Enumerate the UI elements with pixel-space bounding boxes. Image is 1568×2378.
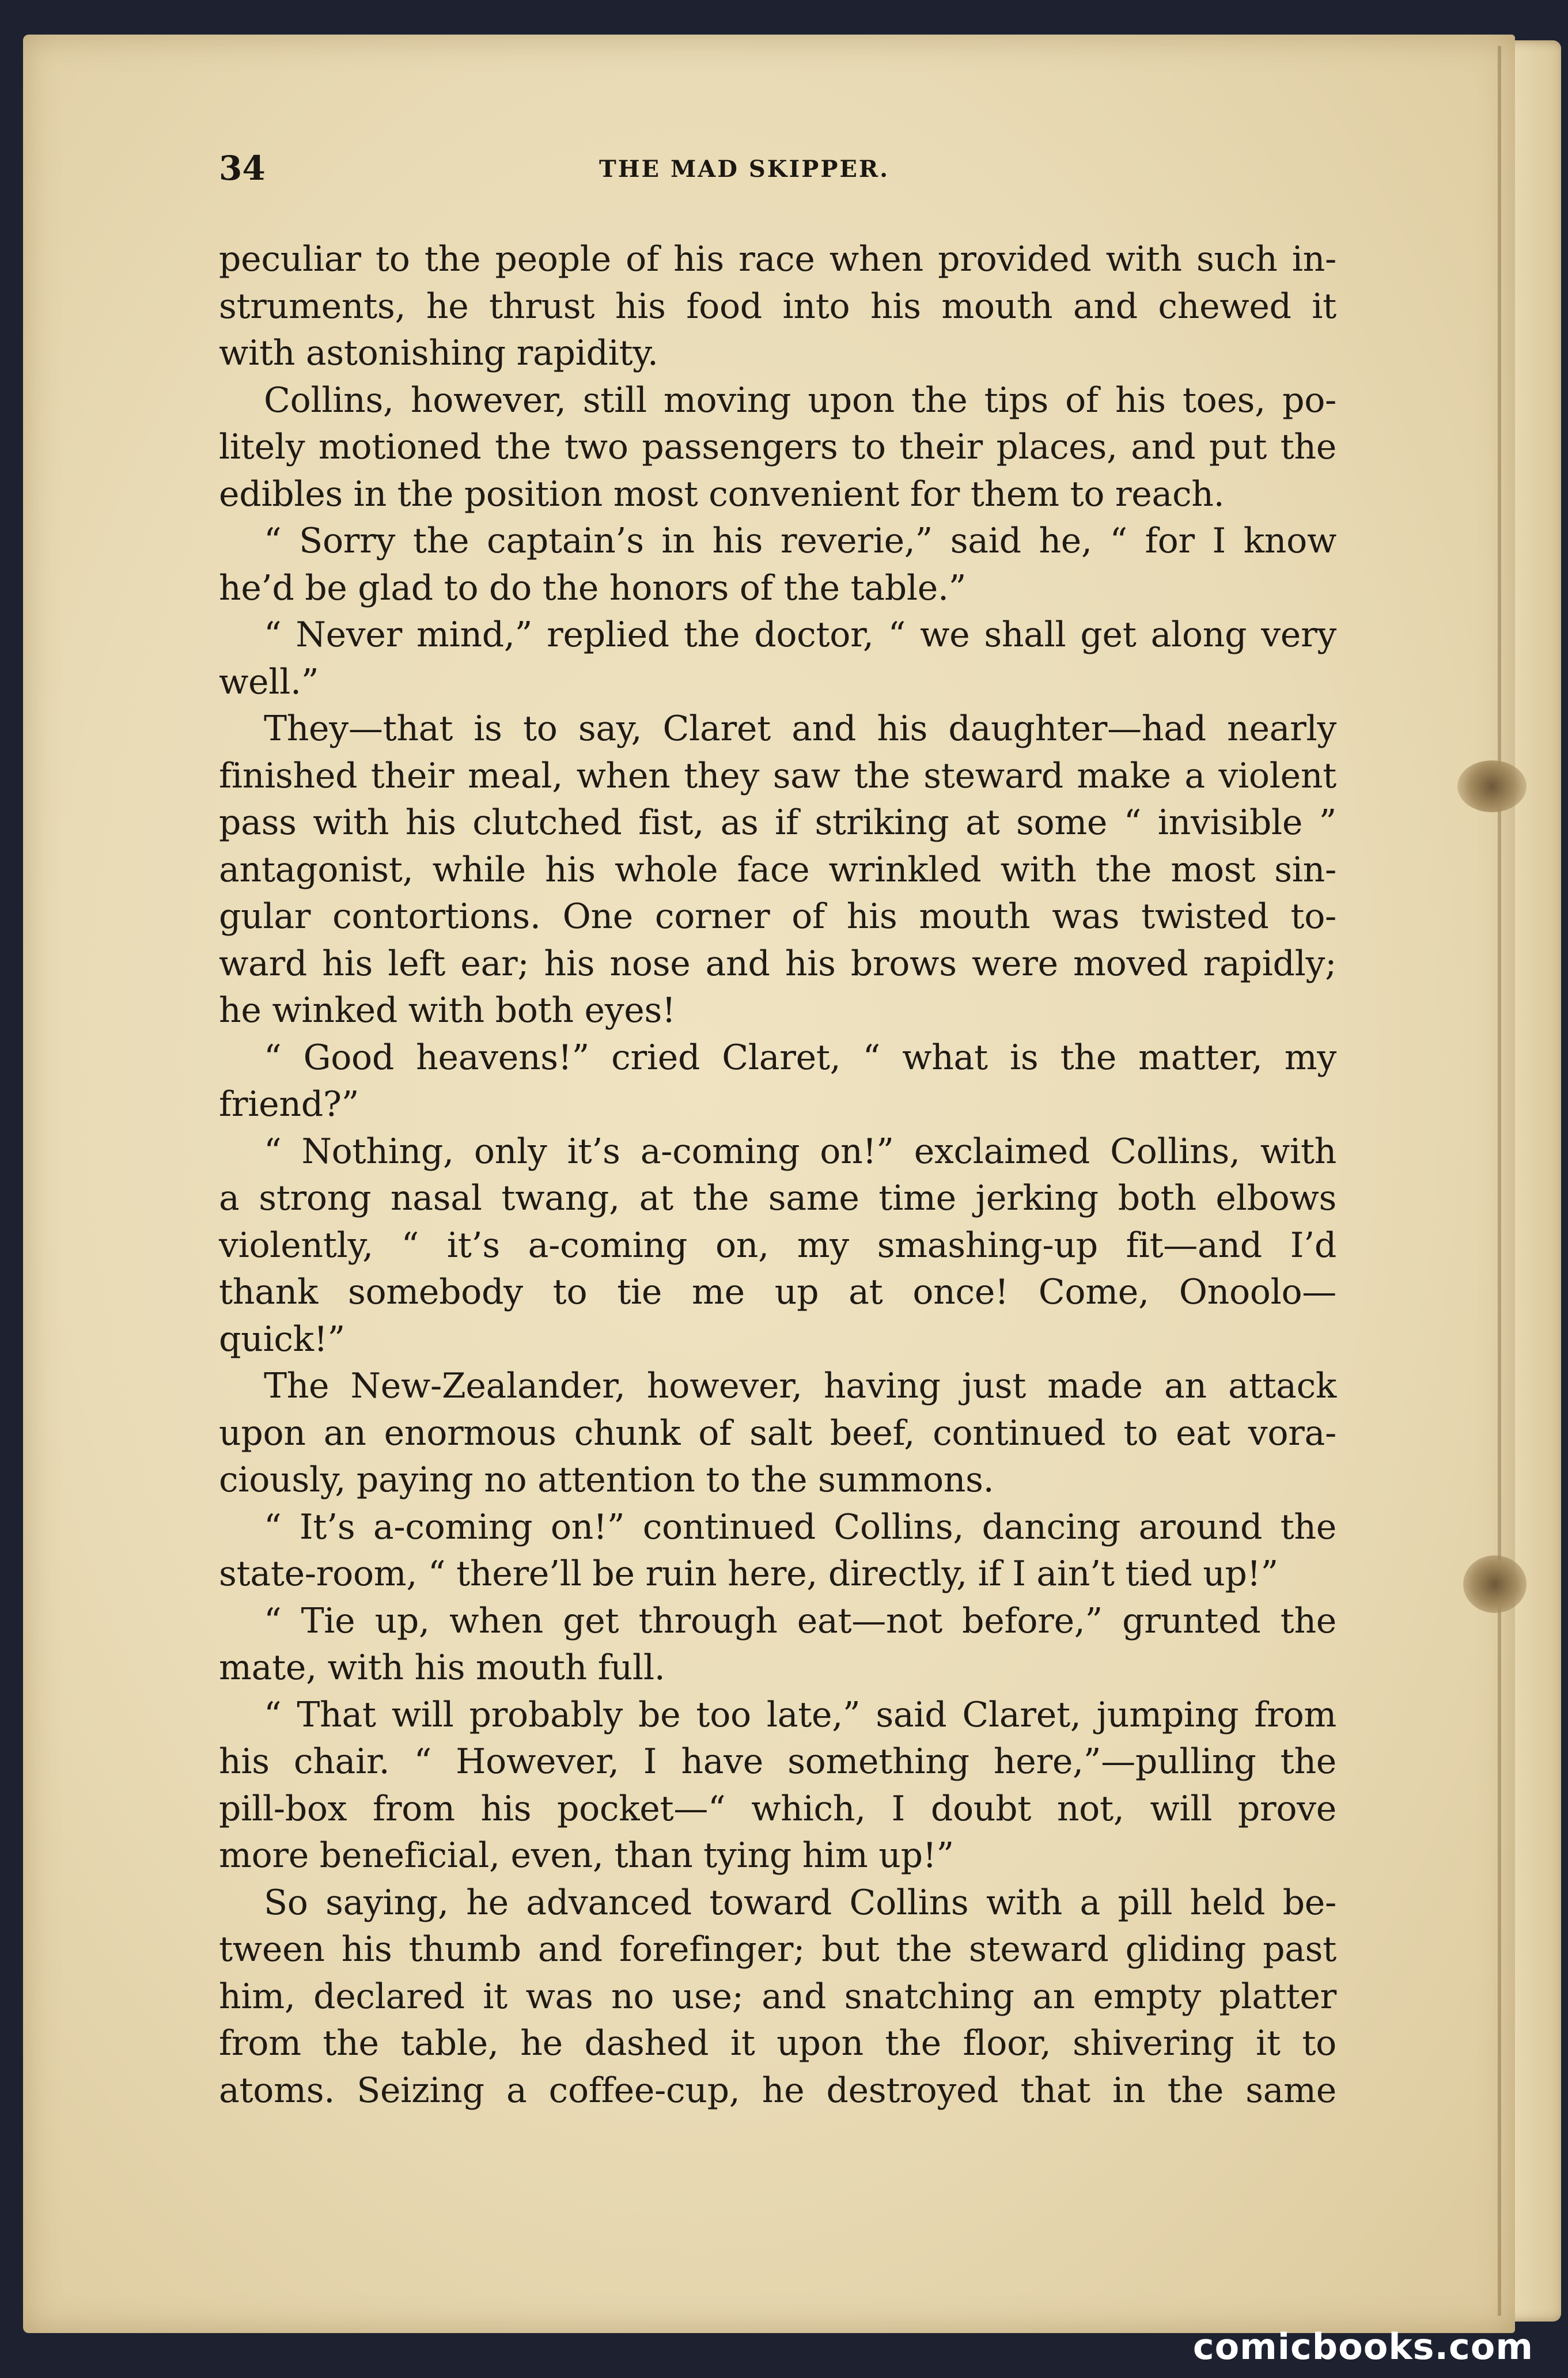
text-line: “ Good heavens!” cried Claret, “ what is the matter, my xyxy=(264,1037,1336,1078)
text-line: he’d be glad to do the honors of the table.” xyxy=(219,567,967,608)
text-line: “ Nothing, only it’s a-coming on!” exclaimed Collins, with xyxy=(264,1131,1336,1172)
text-line: “ Sorry the captain’s in his reverie,” said he, “ for I know xyxy=(264,521,1336,561)
text-line: more beneficial, even, than tying him up!” xyxy=(219,1835,954,1876)
text-line: atoms. Seizing a coffee-cup, he destroyed that in the same xyxy=(219,2070,1336,2111)
text-line: So saying, he advanced toward Collins with a pill held be- xyxy=(264,1882,1336,1923)
text-line: from the table, he dashed it upon the floor, shivering it to xyxy=(219,2023,1336,2063)
text-line: violently, “ it’s a-coming on, my smashing-up fit—and I’d xyxy=(219,1225,1336,1266)
text-line: The New-Zealander, however, having just made an attack xyxy=(264,1366,1336,1406)
text-line: a strong nasal twang, at the same time jerking both elbows xyxy=(219,1178,1336,1218)
text-line: They—that is to say, Claret and his daughter—had nearly xyxy=(264,709,1336,749)
text-line: finished their meal, when they saw the steward make a violent xyxy=(219,755,1336,796)
text-line: mate, with his mouth full. xyxy=(219,1648,665,1688)
text-line: his chair. “ However, I have something here,”—pulling the xyxy=(219,1741,1336,1782)
text-line: thank somebody to tie me up at once! Come, Onoolo— xyxy=(219,1272,1336,1312)
text-line: friend?” xyxy=(219,1084,359,1124)
text-line: him, declared it was no use; and snatching an empty platter xyxy=(219,1976,1336,2017)
text-line: “ Tie up, when get through eat—not before,” grunted the xyxy=(264,1600,1336,1641)
text-line: tween his thumb and forefinger; but the steward gliding past xyxy=(219,1929,1336,1970)
watermark: comicbooks.com xyxy=(1192,2326,1533,2368)
text-line: state-room, “ there’ll be ruin here, directly, if I ain’t tied up!” xyxy=(219,1554,1278,1594)
text-line: edibles in the position most convenient for them to reach. xyxy=(219,474,1225,514)
text-line: he winked with both eyes! xyxy=(219,990,676,1031)
text-line: litely motioned the two passengers to their places, and put the xyxy=(219,427,1336,467)
text-line: upon an enormous chunk of salt beef, continued to eat vora- xyxy=(219,1413,1336,1453)
text-line: peculiar to the people of his race when provided with such in- xyxy=(219,239,1336,279)
text-line: ciously, paying no attention to the summons. xyxy=(219,1460,994,1500)
running-head: THE MAD SKIPPER. xyxy=(599,156,890,183)
page-number: 34 xyxy=(219,149,266,188)
page-fold xyxy=(1498,46,1501,2316)
text-line: struments, he thrust his food into his mouth and chewed it xyxy=(219,286,1336,327)
text-line: well.” xyxy=(219,661,319,702)
text-line: “ Never mind,” replied the doctor, “ we shall get along very xyxy=(264,615,1336,655)
body-text xyxy=(219,236,1336,2114)
text-line: “ It’s a-coming on!” continued Collins, dancing around the xyxy=(264,1506,1336,1547)
text-line: quick!” xyxy=(219,1319,345,1360)
text-line: gular contortions. One corner of his mouth was twisted to- xyxy=(219,896,1336,937)
text-line: pass with his clutched fist, as if striking at some “ invisible ” xyxy=(219,802,1336,843)
text-line: “ That will probably be too late,” said Claret, jumping from xyxy=(264,1694,1336,1735)
text-line: Collins, however, still moving upon the tips of his toes, po- xyxy=(264,380,1336,421)
page-stain xyxy=(1463,1555,1527,1613)
text-line: with astonishing rapidity. xyxy=(219,333,658,373)
text-line: antagonist, while his whole face wrinkled with the most sin- xyxy=(219,849,1336,890)
text-line: ward his left ear; his nose and his brows were moved rapidly; xyxy=(219,943,1336,984)
page-stain xyxy=(1457,760,1527,812)
text-line: pill-box from his pocket—“ which, I doubt not, will prove xyxy=(219,1788,1336,1829)
